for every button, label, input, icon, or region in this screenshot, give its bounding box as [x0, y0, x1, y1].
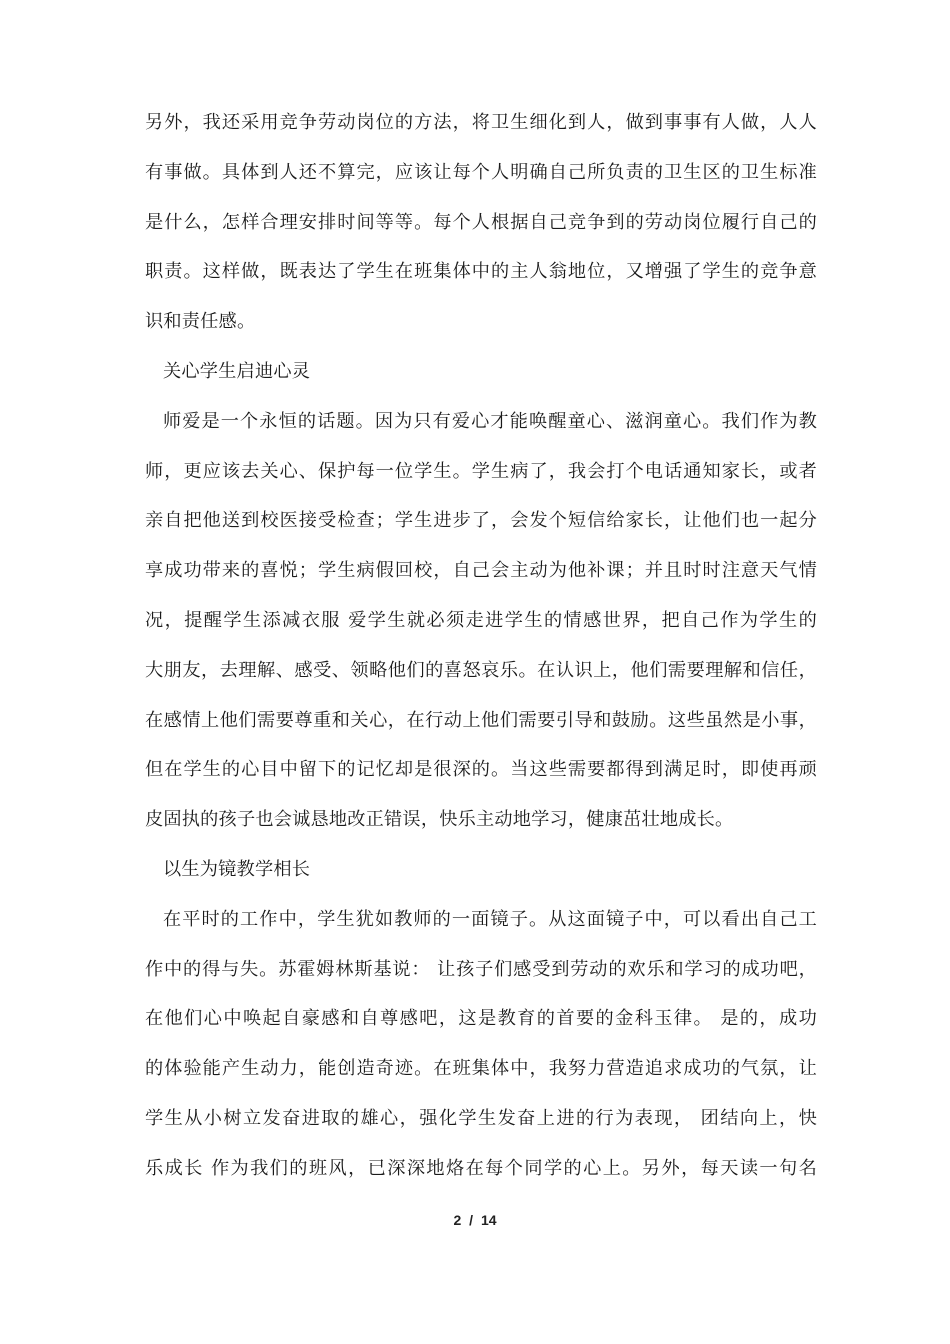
text-line: 师，更应该去关心、保护每一位学生。学生病了，我会打个电话通知家长，或者 [145, 460, 817, 482]
document-body [145, 103, 817, 1199]
text-line: 享成功带来的喜悦；学生病假回校，自己会主动为他补课；并且时时注意天气情 [145, 560, 817, 582]
text-line: 有事做。具体到人还不算完，应该让每个人明确自己所负责的卫生区的卫生标准 [145, 161, 817, 183]
text-line: 皮固执的孩子也会诚恳地改正错误，快乐主动地学习，健康茁壮地成长。 [145, 809, 734, 831]
text-line: 在平时的工作中，学生犹如教师的一面镜子。从这面镜子中，可以看出自己工 [163, 908, 817, 930]
text-line: 的体验能产生动力，能创造奇迹。在班集体中，我努力营造追求成功的气氛，让 [145, 1058, 817, 1080]
text-line: 但在学生的心目中留下的记忆却是很深的。当这些需要都得到满足时，即使再顽 [145, 759, 817, 781]
total-pages: 14 [480, 1212, 497, 1228]
text-line: 在他们心中唤起自豪感和自尊感吧，这是教育的首要的金科玉律。 是的，成功 [145, 1008, 817, 1030]
text-line: 师爱是一个永恒的话题。因为只有爱心才能唤醒童心、滋润童心。我们作为教 [163, 410, 817, 432]
text-line: 是什么，怎样合理安排时间等等。每个人根据自己竞争到的劳动岗位履行自己的 [145, 211, 817, 233]
text-line: 职责。这样做，既表达了学生在班集体中的主人翁地位，又增强了学生的竞争意 [145, 261, 817, 283]
page-number [0, 1212, 950, 1228]
page-separator: / [469, 1212, 474, 1228]
section-heading: 关心学生启迪心灵 [163, 360, 311, 382]
text-line: 亲自把他送到校医接受检查；学生进步了，会发个短信给家长，让他们也一起分 [145, 510, 817, 532]
text-line: 乐成长 作为我们的班风，已深深地烙在每个同学的心上。另外，每天读一句名 [145, 1157, 817, 1179]
text-line: 在感情上他们需要尊重和关心，在行动上他们需要引导和鼓励。这些虽然是小事， [145, 709, 817, 731]
text-line: 识和责任感。 [145, 311, 256, 333]
text-line: 学生从小树立发奋进取的雄心，强化学生发奋上进的行为表现， 团结向上，快 [145, 1107, 817, 1129]
text-line: 另外，我还采用竞争劳动岗位的方法，将卫生细化到人，做到事事有人做，人人 [145, 112, 817, 133]
text-line: 作中的得与失。苏霍姆林斯基说： 让孩子们感受到劳动的欢乐和学习的成功吧， [145, 958, 817, 980]
text-line: 况，提醒学生添减衣服 爱学生就必须走进学生的情感世界，把自己作为学生的 [145, 609, 817, 631]
current-page: 2 [453, 1212, 462, 1228]
section-heading: 以生为镜教学相长 [163, 858, 311, 880]
text-line: 大朋友，去理解、感受、领略他们的喜怒哀乐。在认识上，他们需要理解和信任， [145, 659, 817, 681]
